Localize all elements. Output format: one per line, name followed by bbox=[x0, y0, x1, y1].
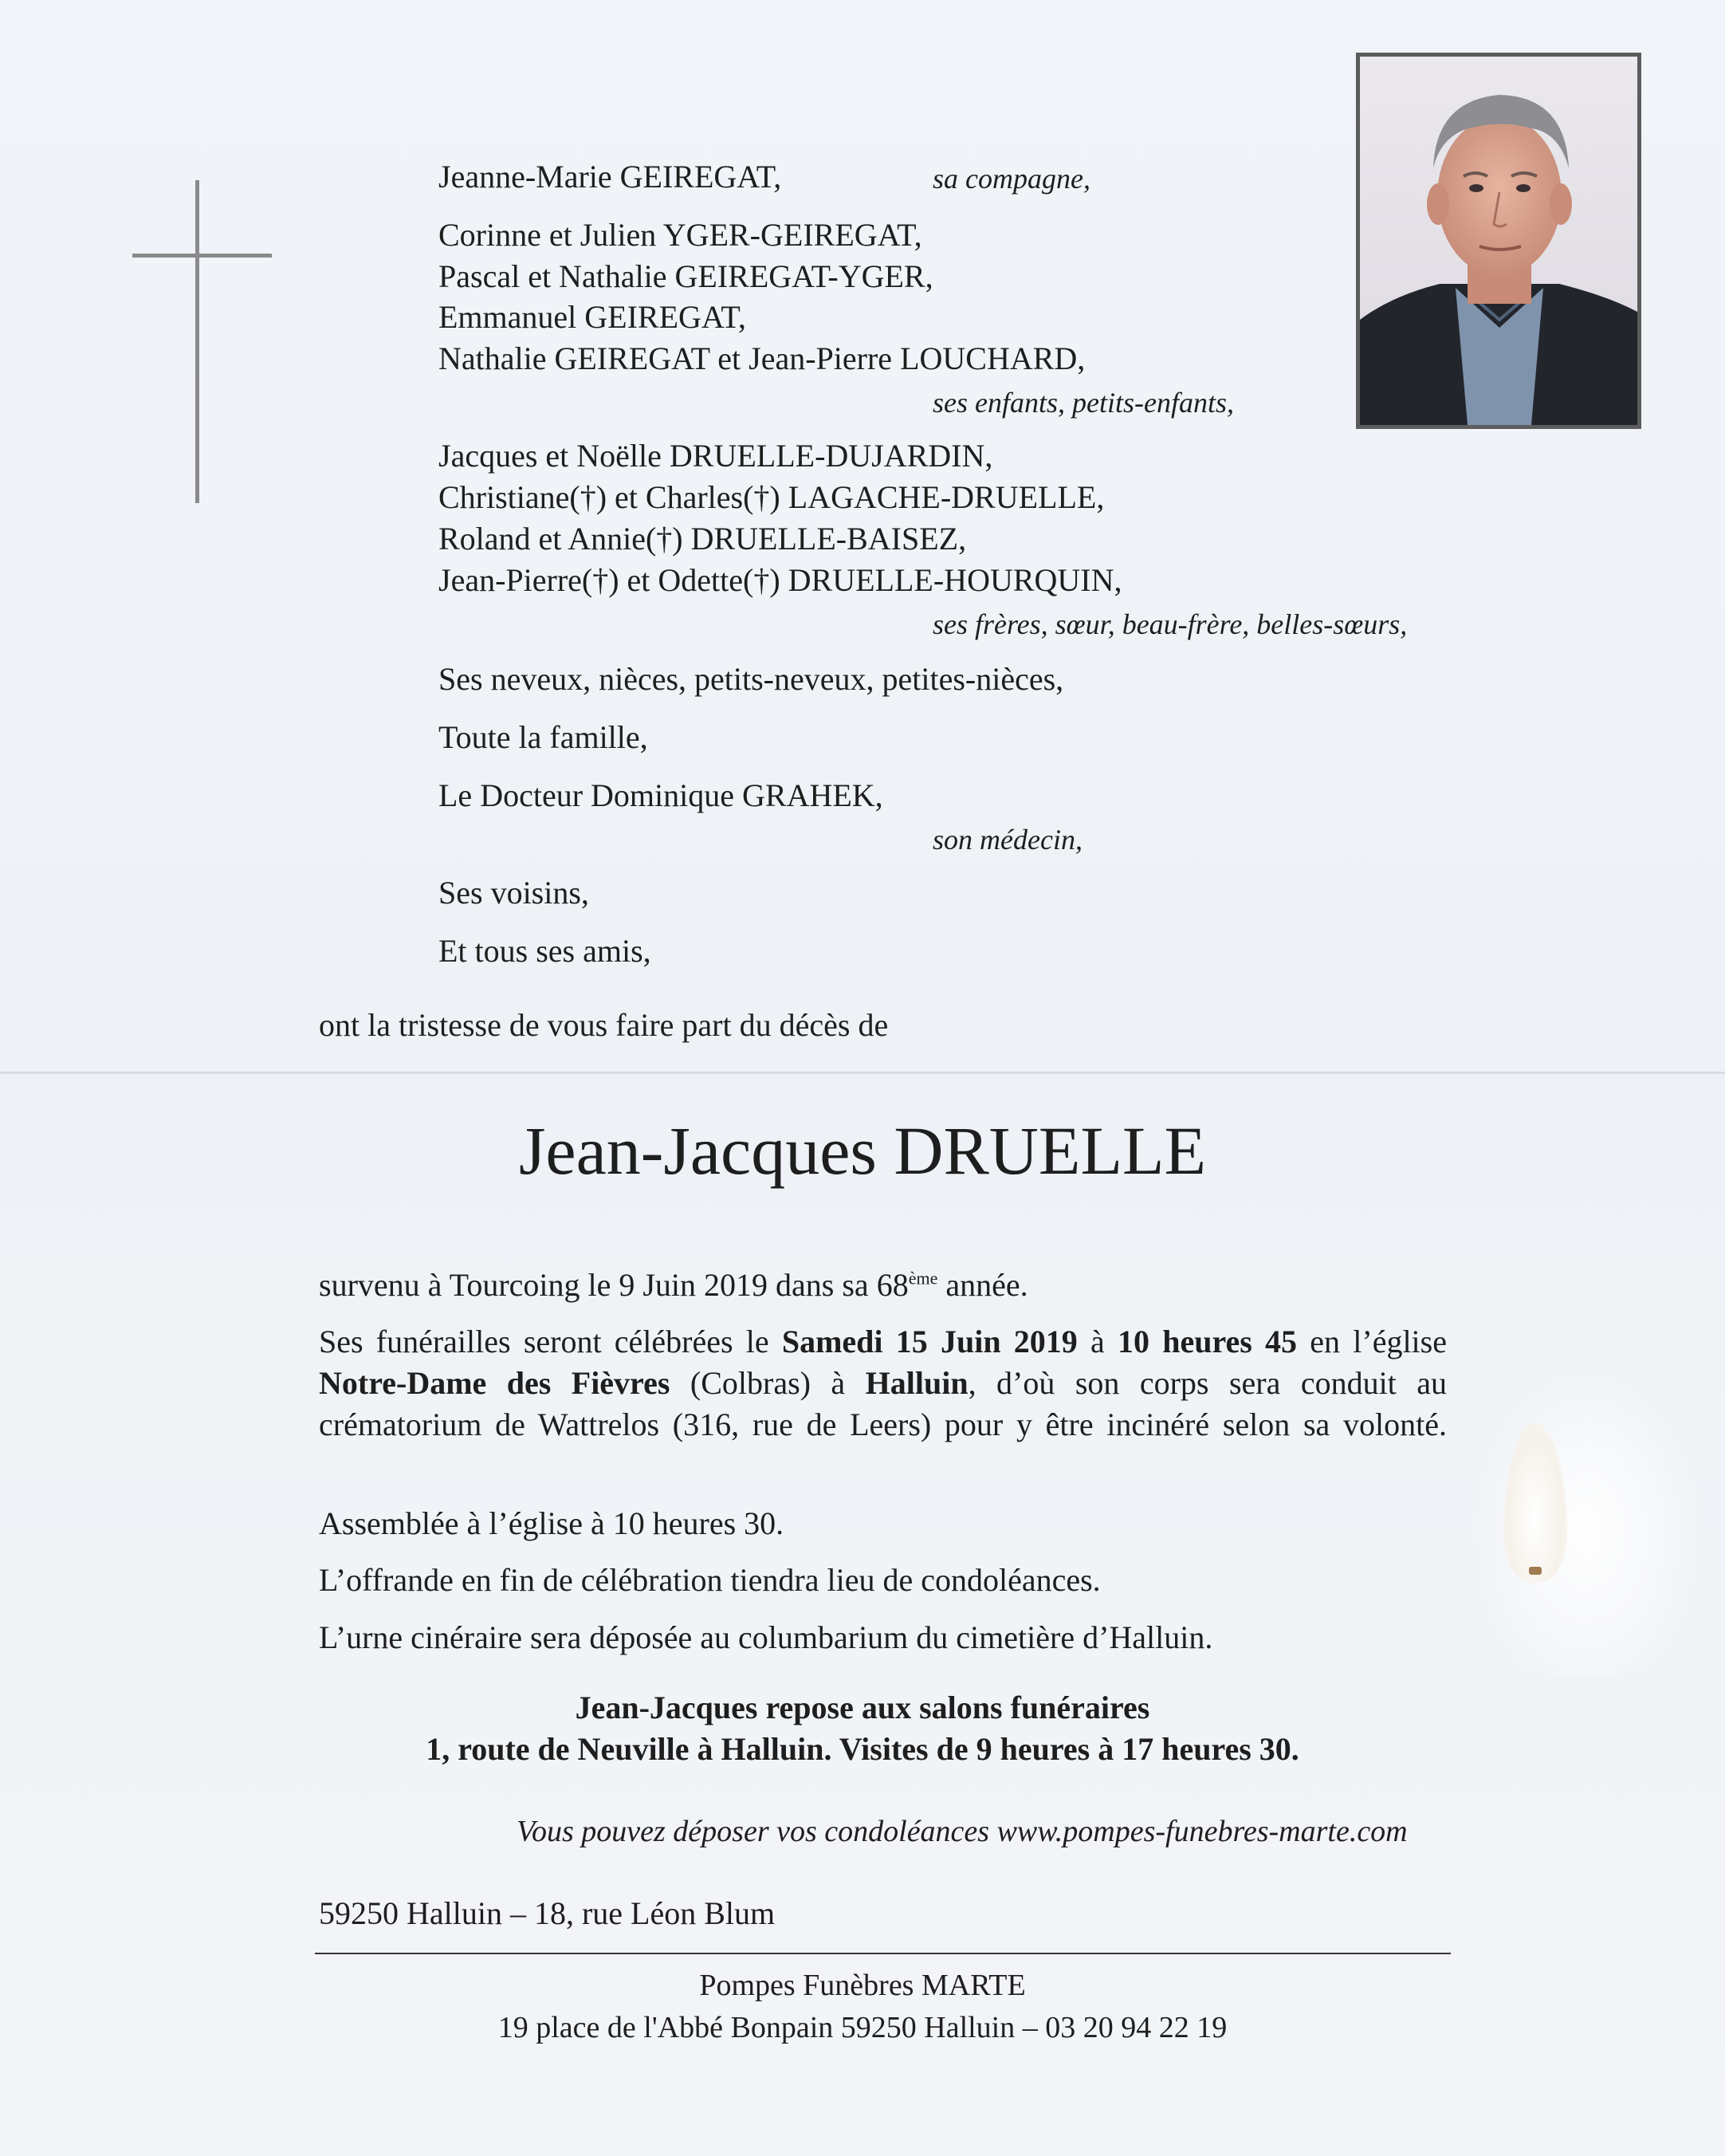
assembly-line: Assemblée à l’église à 10 heures 30. bbox=[319, 1505, 784, 1541]
return-address: 59250 Halluin – 18, rue Léon Blum bbox=[319, 1895, 776, 1931]
family-line-doctor: Le Docteur Dominique GRAHEK, bbox=[438, 777, 883, 813]
family-line-sibling-3: Roland et Annie(†) DRUELLE-BAISEZ, bbox=[438, 521, 967, 557]
footer-company: Pompes Funèbres MARTE bbox=[699, 1969, 1026, 2002]
family-line-sibling-4: Jean-Pierre(†) et Odette(†) DRUELLE-HOURQUIN, bbox=[438, 562, 1122, 598]
family-line-child-4: Nathalie GEIREGAT et Jean-Pierre LOUCHARD, bbox=[438, 340, 1086, 376]
candle-glow bbox=[1467, 1355, 1706, 1674]
funeral-paragraph: Ses funérailles seront célébrées le Samedi 15 Juin 2019 à 10 heures 45 en l’église Notre-Dame des Fièvres (Colbras) à Halluin, d’où son corps sera conduit au crématorium de Wattrelos (316, rue de Leers) pour y être incinéré selon sa volonté. bbox=[319, 1324, 1448, 1442]
urn-line: L’urne cinéraire sera déposée au columbarium du cimetière d’Halluin. bbox=[319, 1619, 1213, 1655]
relation-companion: sa compagne, bbox=[933, 163, 1090, 195]
relation-children: ses enfants, petits-enfants, bbox=[933, 387, 1234, 419]
family-line-friends: Et tous ses amis, bbox=[438, 933, 651, 969]
family-line-whole-family: Toute la famille, bbox=[438, 719, 648, 755]
candle-wick bbox=[1529, 1567, 1542, 1575]
offering-line: L’offrande en fin de célébration tiendra lieu de condoléances. bbox=[319, 1562, 1101, 1598]
family-line-sibling-1: Jacques et Noëlle DRUELLE-DUJARDIN, bbox=[438, 438, 993, 474]
relation-doctor: son médecin, bbox=[933, 824, 1083, 856]
family-line-sibling-2: Christiane(†) et Charles(†) LAGACHE-DRUELLE, bbox=[438, 479, 1105, 515]
rest-line-1: Jean-Jacques repose aux salons funéraires bbox=[575, 1690, 1150, 1725]
announcement-intro: ont la tristesse de vous faire part du décès de bbox=[319, 1007, 889, 1043]
family-line-neighbours: Ses voisins, bbox=[438, 875, 589, 911]
card-fold-line bbox=[0, 1072, 1725, 1074]
cross-horizontal-bar bbox=[132, 254, 272, 258]
cross-vertical-bar bbox=[195, 180, 199, 503]
condolences-line: Vous pouvez déposer vos condoléances www.pompes-funebres-marte.com bbox=[517, 1815, 1408, 1848]
deceased-name: Jean-Jacques DRUELLE bbox=[518, 1112, 1207, 1189]
death-statement: survenu à Tourcoing le 9 Juin 2019 dans sa 68ème année. bbox=[319, 1267, 1028, 1303]
portrait-illustration bbox=[1360, 57, 1637, 425]
family-line-child-1: Corinne et Julien YGER-GEIREGAT, bbox=[438, 217, 922, 253]
family-line-nephews: Ses neveux, nièces, petits-neveux, petites-nièces, bbox=[438, 661, 1064, 697]
family-line-child-3: Emmanuel GEIREGAT, bbox=[438, 299, 746, 335]
relation-siblings: ses frères, sœur, beau-frère, belles-sœurs, bbox=[933, 608, 1408, 640]
family-line-child-2: Pascal et Nathalie GEIREGAT-YGER, bbox=[438, 258, 933, 294]
family-line-companion: Jeanne-Marie GEIREGAT, bbox=[438, 159, 782, 195]
footer-contact: 19 place de l'Abbé Bonpain 59250 Halluin – 03 20 94 22 19 bbox=[497, 2011, 1228, 2044]
rest-line-2: 1, route de Neuville à Halluin. Visites de 9 heures à 17 heures 30. bbox=[426, 1731, 1299, 1767]
portrait-photo bbox=[1356, 53, 1641, 429]
footer-rule bbox=[315, 1953, 1451, 1954]
